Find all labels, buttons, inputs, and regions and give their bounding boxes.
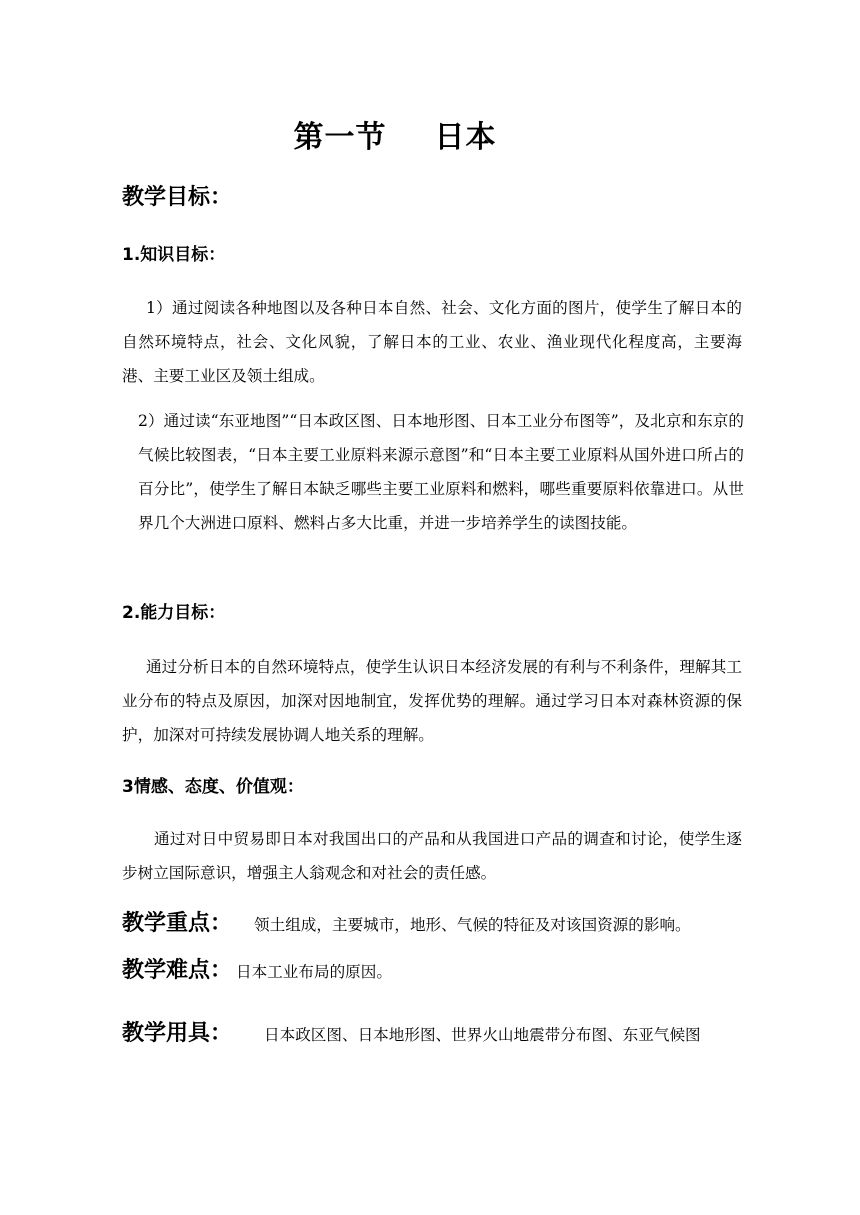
ability-heading: 2.能力目标： [122, 603, 226, 623]
emotion-paragraph: 通过对日中贸易即日本对我国出口的产品和从我国进口产品的调查和讨论，使学生逐步树立国际意识，增强主人翁观念和对社会的责任感。 [122, 830, 742, 882]
title-section: 第一节 [293, 120, 387, 155]
ability-paragraph: 通过分析日本的自然环境特点，使学生认识日本经济发展的有利与不利条件，理解其工业分布的特点及原因，加深对因地制宜，发挥优势的理解。通过学习日本对森林资源的保护，加深对可持续发展协调人地关系的理解。 [122, 658, 742, 744]
tools-label: 教学用具： [122, 1021, 233, 1046]
emotion-heading: 3情感、态度、价值观： [122, 777, 304, 797]
knowledge-paragraph-2 [138, 404, 744, 540]
knowledge-paragraph-1: 1）通过阅读各种地图以及各种日本自然、社会、文化方面的图片，使学生了解日本的自然环境特点，社会、文化风貌，了解日本的工业、农业、渔业现代化程度高，主要海港、主要工业区及领土组成。 [122, 299, 742, 385]
key-points-row [122, 906, 752, 937]
knowledge-paragraph-2-text: 2）通过读“东亚地图”“日本政区图、日本地形图、日本工业分布图等”，及北京和东京的气候比较图表，“日本主要工业原料来源示意图”和“日本主要工业原料从国外进口所占的百分比”，使学生了解日本缺乏哪些主要工业原料和燃料，哪些重要原料依靠进口。从世界几个大洲进口原料、燃料占多大比重，并进一步培养学生的读图技能。 [138, 412, 744, 532]
difficulties-text: 日本工业布局的原因。 [236, 963, 392, 981]
tools-row [122, 1012, 748, 1057]
objectives-heading: 教学目标： [122, 185, 233, 210]
key-points-label: 教学重点： [122, 911, 233, 936]
key-points-text: 领土组成，主要城市，地形、气候的特征及对该国资源的影响。 [254, 916, 691, 934]
difficulties-label: 教学难点： [122, 958, 233, 983]
title-country: 日本 [434, 120, 497, 155]
difficulties-row [122, 953, 752, 984]
page-title [0, 112, 790, 156]
knowledge-heading: 1.知识目标： [122, 245, 226, 265]
tools-text: 日本政区图、日本地形图、世界火山地震带分布图、东亚气候图 [264, 1026, 701, 1044]
